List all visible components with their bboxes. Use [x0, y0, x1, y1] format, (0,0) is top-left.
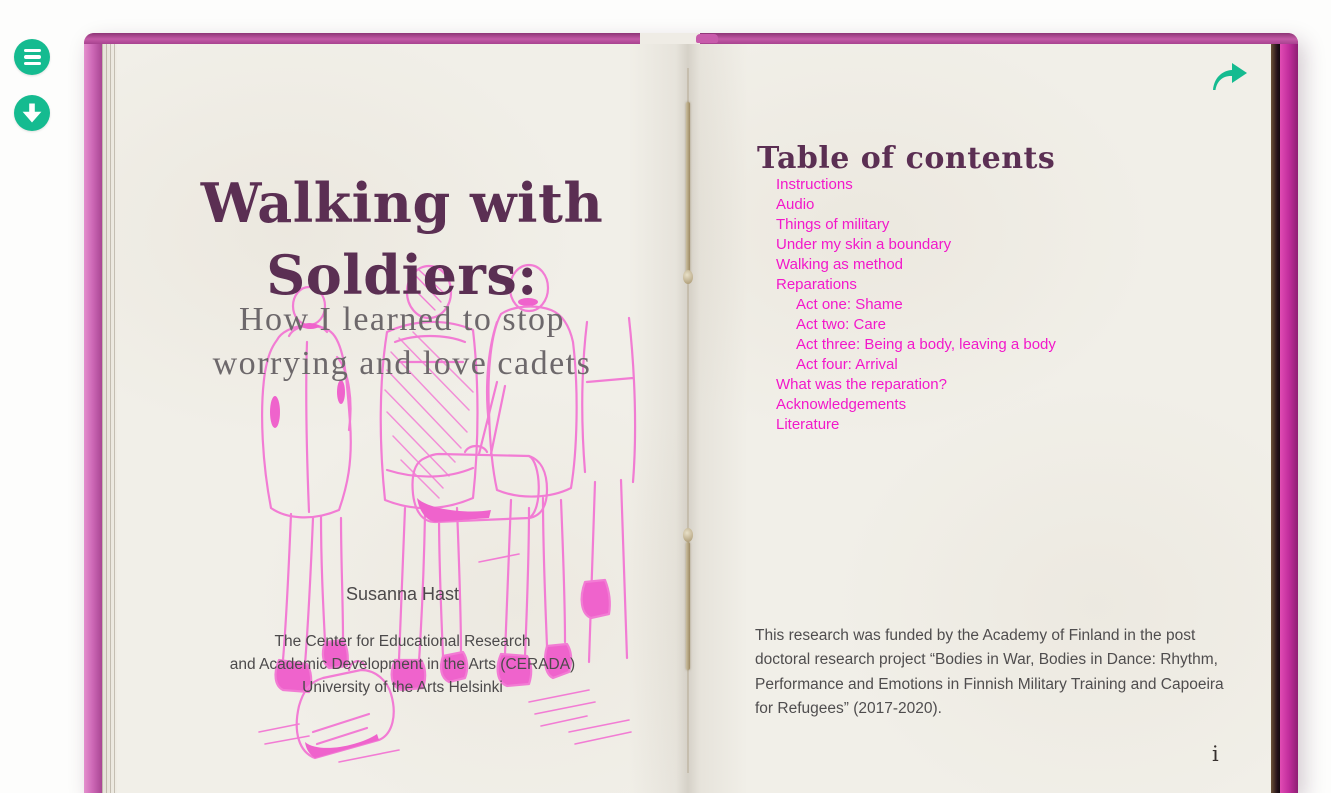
author-name: Susanna Hast [345, 584, 460, 604]
toc-link[interactable]: Walking as method [776, 256, 904, 273]
menu-button[interactable] [14, 39, 50, 75]
hamburger-icon [24, 49, 41, 65]
book-subtitle: How I learned to stop worrying and love cadets [212, 301, 592, 382]
share-button[interactable] [1209, 61, 1249, 93]
affiliation-line: The Center for Educational Research [274, 633, 531, 650]
right-page [688, 44, 1271, 793]
spine-flap [696, 34, 718, 43]
book-title: Walking with Soldiers: [200, 171, 604, 307]
affiliation [117, 630, 688, 699]
toc-link[interactable]: Act three: Being a body, leaving a body [796, 336, 1056, 353]
toc-link[interactable]: Under my skin a boundary [776, 236, 952, 253]
book-cover-left-edge [84, 33, 102, 793]
toc-link[interactable]: Things of military [776, 216, 890, 233]
left-page [117, 44, 688, 793]
page-number: i [1212, 742, 1219, 766]
spine-notch [640, 33, 700, 44]
download-button[interactable] [14, 95, 50, 131]
toc-link[interactable]: Audio [776, 196, 815, 213]
affiliation-line: University of the Arts Helsinki [302, 679, 503, 696]
toc-link[interactable]: Act one: Shame [796, 296, 903, 313]
affiliation-line: and Academic Development in the Arts (CERADA) [229, 656, 576, 673]
funding-note: This research was funded by the Academy of Finland in the post doctoral research project “Bodies in War, Bodies in Dance: Rhythm, Performance and Emotions in Finnish Military Training and Capoeira for Refugees” (2017-2020). [755, 626, 1224, 717]
toc-link[interactable]: Instructions [776, 176, 853, 193]
toc-title: Table of contents [757, 140, 1056, 176]
toc-link[interactable]: Reparations [776, 276, 857, 293]
toc-link[interactable]: Act two: Care [796, 316, 887, 333]
arrow-down-icon [15, 96, 49, 130]
page-stack-right-edge [1271, 37, 1280, 793]
toc-link[interactable]: What was the reparation? [776, 376, 947, 393]
page-stack-left-edge [102, 40, 117, 793]
book [84, 33, 1298, 793]
toc-link[interactable]: Literature [776, 416, 840, 433]
curved-arrow-right-icon [1213, 63, 1247, 90]
toc-list [776, 175, 1056, 435]
toc-link[interactable]: Acknowledgements [776, 396, 907, 413]
book-cover-right-edge [1280, 33, 1298, 793]
toc-link[interactable]: Act four: Arrival [796, 356, 898, 373]
